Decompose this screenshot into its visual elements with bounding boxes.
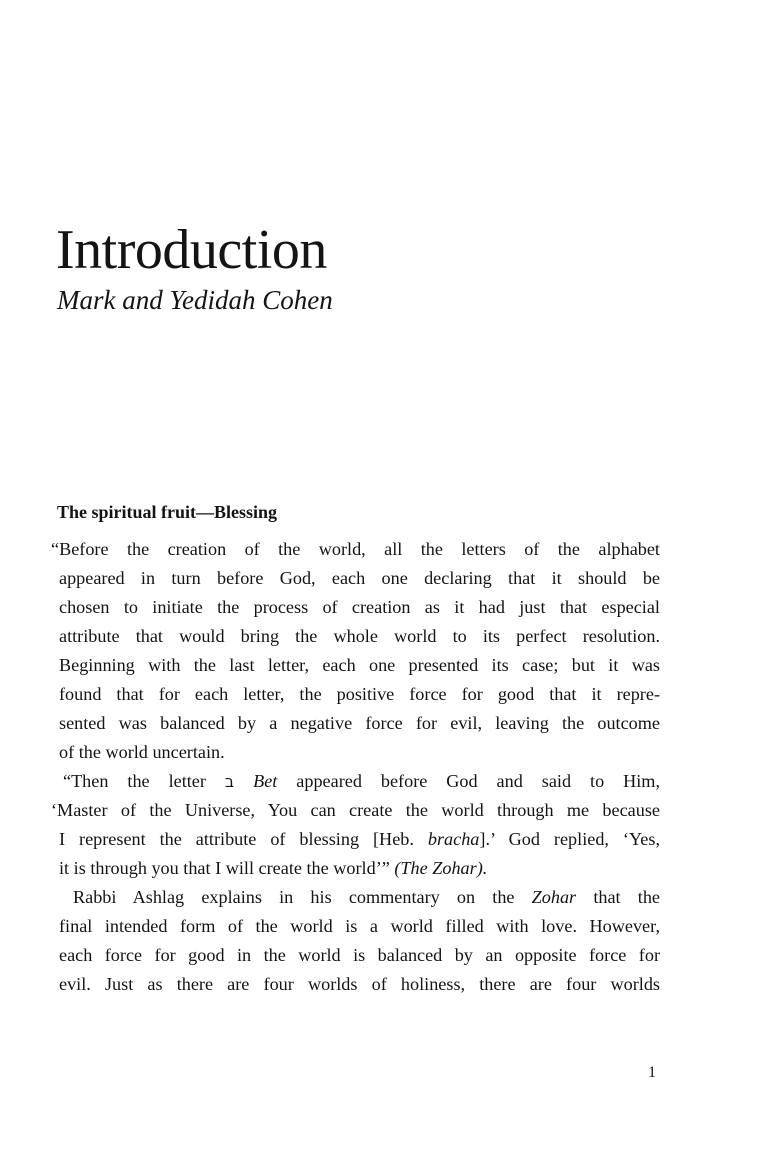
text-line: appeared in turn before God, each one declaring that it should be [59,568,660,588]
text-run: Rabbi Ashlag explains in his commentary on the [73,887,532,907]
text-run: I represent the attribute of blessing [Heb. [59,829,428,849]
text-run: it is through you that I will create the world’” [59,858,395,878]
text-line [59,767,660,796]
chapter-author: Mark and Yedidah Cohen [57,285,333,315]
text-line [59,825,660,854]
citation: (The Zohar). [394,858,488,878]
text-line: evil. Just as there are four worlds of holiness, there are four worlds [59,974,660,994]
text-line: of the world uncertain. [59,742,225,762]
italic-term: Zohar [531,887,577,907]
chapter-title: Introduction [56,219,327,281]
text-run: “Then the letter [63,771,225,791]
text-line: attribute that would bring the whole world to its perfect resolution. [59,626,660,646]
text-run: that the [576,887,660,907]
section-heading: The spiritual fruit—Blessing [57,502,278,522]
text-line: chosen to initiate the process of creation as it had just that especial [59,597,660,617]
text-run: ].’ God replied, ‘Yes, [479,829,660,849]
text-line: “Before the creation of the world, all the letters of the alphabet [51,539,660,559]
text-line: each force for good in the world is balanced by an opposite force for [59,945,660,965]
italic-term: Bet [253,771,278,791]
hebrew-letter-bet: ב [224,772,235,791]
text-run: appeared before God and said to Him, [277,771,660,791]
text-line: Beginning with the last letter, each one presented its case; but it was [59,655,660,675]
text-line: found that for each letter, the positive force for good that it repre- [59,684,660,704]
text-line [59,883,660,912]
text-line: final intended form of the world is a world filled with love. However, [59,916,660,936]
text-line: ‘Master of the Universe, You can create the world through me because [51,800,660,820]
page-number: 1 [648,1064,656,1081]
italic-term: bracha [427,829,480,849]
text-line: sented was balanced by a negative force for evil, leaving the outcome [59,713,660,733]
text-line [59,854,660,883]
body-text [51,535,660,999]
